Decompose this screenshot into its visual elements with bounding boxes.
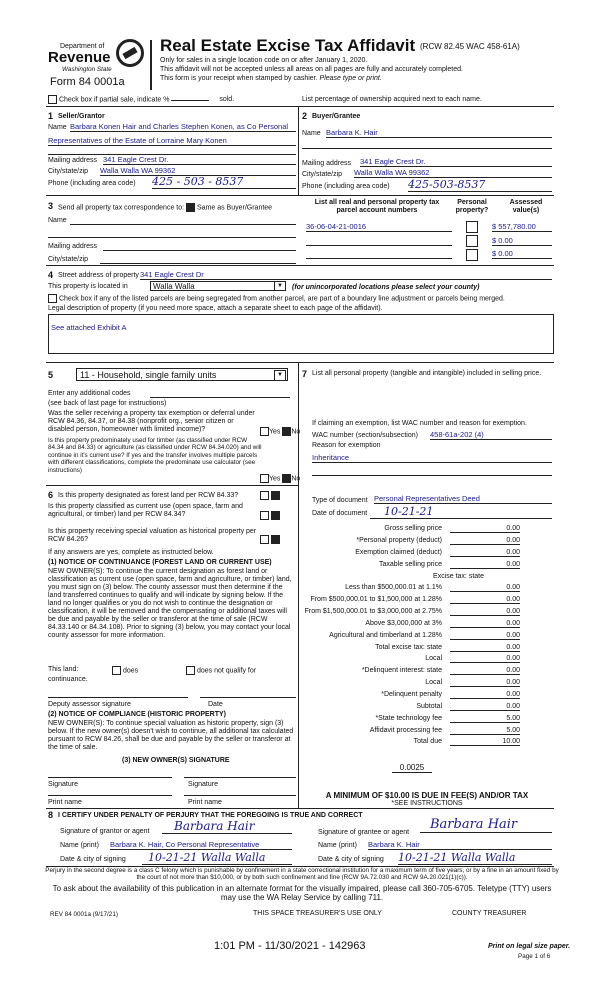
legal-paper-note: Print on legal size paper. [488, 943, 571, 950]
perjury-warning: Perjury in the second degree is a class C felony which is punishable by confinement in a state correctional institution for a maximum term of five years, or by a fine in an amount fixed by the court of not more than $10,000, or by both such confinement and fine (RCW 9A.72.030 and RCW 9A.20.021(1)(c)). [45, 867, 559, 882]
assessed-value-1[interactable]: $ 557,780.00 [492, 222, 552, 232]
see-instructions: *SEE INSTRUCTIONS [391, 800, 463, 807]
historic-no-checkbox[interactable] [271, 535, 280, 544]
deputy-signature-line[interactable] [48, 696, 188, 698]
forest-yes-no [260, 491, 280, 500]
dept-label: Department of [60, 43, 105, 50]
owner-print-line-2[interactable] [184, 794, 296, 796]
seller-name-label: Name [48, 124, 67, 131]
historic-question: Is this property receiving special valuation as historical property per RCW 84.26? [48, 528, 257, 543]
personal-col-header: Personal property? [455, 199, 489, 214]
grantor-date-city[interactable]: 10-21-21 Walla Walla [142, 851, 292, 865]
owner-signature-line-1[interactable] [48, 776, 172, 778]
notice-compliance-body: NEW OWNER(S): To continue special valuation as historic property, sign (3) below. If the new owner(s) doesn't wish to continue, all additional tax calculated pursuant to RCW 84.26, shall be due and payable by the seller or transferor at the time of sale. [48, 720, 294, 751]
seller-name-field-2[interactable]: Representatives of the Estate of Lorraine Mary Konen [48, 136, 296, 146]
forest-yes-checkbox[interactable] [260, 491, 269, 500]
owner-print-line-1[interactable] [48, 794, 172, 796]
personal-checkbox-1[interactable] [466, 221, 478, 233]
calc-label: Local [425, 679, 442, 686]
calc-value[interactable]: 5.00 [450, 727, 520, 735]
minimum-due: A MINIMUM OF $10.00 IS DUE IN FEE(S) AND/OR TAX [325, 791, 529, 800]
current-use-yes-checkbox[interactable] [260, 511, 269, 520]
exemption-yes-checkbox[interactable] [260, 427, 269, 436]
rule-vertical-mid [298, 362, 299, 808]
grantee-signature-label: Signature of grantee or agent [318, 829, 410, 836]
rule-vertical-top [298, 106, 299, 195]
assessed-value-3[interactable]: $ 0.00 [492, 249, 552, 259]
reason-field[interactable]: Inheritance [312, 453, 552, 463]
owner-print-label-1: Print name [48, 799, 82, 806]
exemption-claim-label: If claiming an exemption, list WAC number and reason for exemption. [312, 420, 527, 427]
calc-label: Above $3,000,000 at 3% [365, 620, 442, 627]
buyer-phone-label: Phone (including area code) [302, 183, 390, 190]
revision-label: REV 84 0001a (9/17/21) [50, 911, 118, 918]
calc-value[interactable]: 0.00 [450, 620, 520, 628]
grantor-name-label: Name (print) [60, 842, 99, 849]
county-treasurer-label: COUNTY TREASURER [452, 910, 527, 917]
grantee-date-city[interactable]: 10-21-21 Walla Walla [398, 851, 552, 865]
buyer-heading: Buyer/Grantee [312, 113, 361, 120]
personal-checkbox-3[interactable] [466, 249, 478, 261]
calc-value[interactable]: 0.00 [450, 632, 520, 640]
certify-heading: I CERTIFY UNDER PENALTY OF PERJURY THAT THE FOREGOING IS TRUE AND CORRECT [58, 812, 363, 819]
rule-s5 [46, 362, 554, 363]
new-owner-signature-heading: (3) NEW OWNER(S) SIGNATURE [122, 757, 230, 764]
calc-value[interactable]: 10.00 [450, 738, 520, 746]
located-label: This property is located in [48, 283, 128, 290]
current-use-question: Is this property classified as current use (open space, farm and agricultural, or timber) land per RCW 84.34? [48, 503, 243, 518]
calc-value[interactable]: 0.00 [450, 549, 520, 557]
buyer-city-field[interactable]: Walla Walla WA 99362 [354, 168, 552, 178]
seller-phone-field[interactable]: 425 - 503 - 8537 [152, 175, 296, 189]
grantee-signature[interactable]: Barbara Hair [420, 817, 552, 833]
corr-city-field[interactable] [100, 255, 296, 264]
grantee-name[interactable]: Barbara K. Hair [368, 840, 552, 850]
buyer-city-label: City/state/zip [302, 171, 343, 178]
header-divider [150, 40, 152, 90]
personal-property-label: List all personal property (tangible and intangible) included in selling price. [312, 370, 542, 377]
calc-value[interactable]: 0.00 [450, 691, 520, 699]
calc-value[interactable]: 0.00 [450, 608, 520, 616]
personal-checkbox-2[interactable] [466, 235, 478, 247]
timber-yes-checkbox[interactable] [260, 474, 269, 483]
owner-signature-line-2[interactable] [184, 776, 296, 778]
corr-mail-field[interactable] [103, 242, 296, 251]
timber-yes-no: Yes No [260, 474, 300, 483]
header-line1: Only for sales in a single location code on or after January 1, 2020. [160, 57, 368, 64]
revenue-logo-icon [116, 39, 144, 67]
same-as-buyer-checkbox[interactable] [186, 203, 195, 212]
deputy-date-line[interactable] [200, 696, 296, 698]
calc-label: Local [425, 655, 442, 662]
if-yes-instructions: If any answers are yes, complete as instructed below. [48, 549, 214, 556]
grantee-name-label: Name (print) [318, 842, 357, 849]
section6-num: 6 [48, 490, 54, 500]
calc-value[interactable]: 0.00 [450, 667, 520, 675]
section8-num: 8 [48, 810, 54, 820]
calc-label: From $500,000.01 to $1,500,000 at 1.28% [310, 596, 442, 603]
calc-value[interactable]: 0.00 [450, 679, 520, 687]
parcel-number-field-3[interactable] [306, 250, 452, 259]
grantor-name[interactable]: Barbara K. Hair, Co Personal Representative [110, 840, 292, 850]
rule-s4 [46, 265, 554, 266]
calc-label: Less than $500,000.01 at 1.1% [345, 584, 442, 591]
section3-num: 3 [48, 201, 54, 211]
form-number: Form 84 0001a [50, 76, 125, 88]
calc-label: Total excise tax: state [375, 644, 442, 651]
chevron-down-icon: ▼ [274, 370, 286, 381]
current-use-no-checkbox[interactable] [271, 511, 280, 520]
section3-row: Send all property tax correspondence to: Same as Buyer/Grantee [58, 204, 273, 212]
dept-name: Revenue [48, 49, 111, 66]
calc-label: Agricultural and timberland at 1.28% [329, 632, 442, 639]
parcel-col-header: List all real and personal property tax parcel account numbers [314, 199, 440, 214]
seller-mail-label: Mailing address [48, 157, 98, 164]
use-code-value: 11 - Household, single family units [80, 370, 217, 380]
calc-label: *State technology fee [375, 715, 442, 722]
grantor-date-label: Date & city of signing [60, 856, 126, 863]
unincorporated-note: (for unincorporated locations please select your county) [292, 284, 480, 291]
seller-name-blank[interactable] [48, 146, 296, 155]
legal-desc-value: See attached Exhibit A [51, 323, 127, 332]
calc-label: *Personal property (deduct) [356, 537, 442, 544]
assessed-col-header: Assessed value(s) [509, 199, 543, 214]
assessed-value-2[interactable]: $ 0.00 [492, 236, 552, 246]
corr-city-label: City/state/zip [48, 256, 89, 263]
legal-desc-box[interactable] [48, 314, 554, 354]
exemption-yes-no: Yes No [260, 427, 300, 436]
seller-phone-label: Phone (including area code) [48, 180, 136, 187]
use-code-select[interactable] [76, 368, 288, 381]
doc-date-field[interactable]: 10-21-21 [370, 505, 552, 519]
calc-value[interactable]: 0.00 [450, 644, 520, 652]
calc-label: Affidavit processing fee [369, 727, 442, 734]
section7-num: 7 [302, 369, 308, 379]
calc-value[interactable]: 0.00 [450, 596, 520, 604]
owner-print-label-2: Print name [188, 799, 222, 806]
county-value: Walla Walla [153, 282, 195, 291]
codes-note: (see back of last page for instructions) [48, 400, 167, 407]
legal-desc-label: Legal description of property (if you need more space, attach a separate sheet to each page of the affidavit). [48, 305, 383, 312]
seller-city-field[interactable]: Walla Walla WA 99362 [100, 166, 296, 176]
doc-date-label: Date of document [312, 510, 368, 517]
header-line2: This affidavit will not be accepted unless all areas on all pages are fully and accurately completed. [160, 66, 463, 73]
rule-footer [46, 866, 554, 867]
partial-sale-checkbox[interactable] [48, 95, 57, 104]
deputy-signature-label: Deputy assessor signature [48, 701, 131, 708]
rule-s3 [46, 195, 554, 196]
calc-label: From $1,500,000.01 to $3,000,000 at 2.75% [304, 608, 442, 615]
county-select[interactable] [150, 281, 286, 291]
calc-label: *Delinquent interest: state [361, 667, 442, 674]
timber-question: Is this property predominately used for timber (as classified under RCW 84.34 and 84.33) or agriculture (as classified under RCW 84.34.020) and will continue in it's current use? If yes and the transfer involves multiple parcels with different classifications, complete the predominate use calculator (see instructions) [48, 437, 262, 474]
does-checkbox[interactable] [112, 666, 121, 675]
does-not-row: does not qualify for [186, 666, 256, 675]
reason-label: Reason for exemption [312, 442, 381, 449]
grantor-signature[interactable]: Barbara Hair [162, 819, 292, 834]
calc-label: Subtotal [416, 703, 442, 710]
corr-mail-label: Mailing address [48, 243, 98, 250]
rule-top [46, 106, 554, 107]
buyer-phone-field[interactable]: 425-503-8537 [408, 178, 552, 192]
wac-field[interactable]: 458-61a-202 (4) [430, 430, 552, 440]
page-number: Page 1 of 6 [518, 953, 551, 960]
rule-s8 [46, 808, 554, 809]
historic-yes-checkbox[interactable] [260, 535, 269, 544]
historic-yes-no [260, 535, 280, 544]
codes-field[interactable] [150, 389, 290, 398]
treasurer-use-label: THIS SPACE TREASURER'S USE ONLY [253, 910, 382, 917]
buyer-mail-label: Mailing address [302, 160, 352, 167]
reason-field-2[interactable] [312, 467, 552, 476]
notice-compliance-heading: (2) NOTICE OF COMPLIANCE (HISTORIC PROPERTY) [48, 711, 226, 718]
owner-signature-label-2: Signature [188, 781, 218, 788]
this-land-label: This land: [48, 666, 79, 673]
notice-continuance-heading: (1) NOTICE OF CONTINUANCE (FOREST LAND OR CURRENT USE) [48, 559, 272, 566]
partial-sale-row: Check box if partial sale, indicate % sold. [48, 95, 234, 104]
owner-signature-label-1: Signature [48, 781, 78, 788]
seller-city-label: City/state/zip [48, 168, 89, 175]
deputy-date-label: Date [208, 701, 223, 708]
form-title: Real Estate Excise Tax Affidavit [160, 36, 416, 55]
does-not-checkbox[interactable] [186, 666, 195, 675]
calc-label: Taxable selling price [378, 561, 442, 568]
seller-num: 1 [48, 111, 54, 121]
title-ref: (RCW 82.45 WAC 458-61A) [420, 42, 520, 51]
street-label: Street address of property [58, 272, 139, 279]
seller-mail-field[interactable]: 341 Eagle Crest Dr. [103, 155, 296, 165]
calc-label: Gross selling price [384, 525, 442, 532]
continuance-label: continuance. [48, 676, 88, 683]
corr-name-label: Name [48, 217, 67, 224]
corr-name-field[interactable] [70, 216, 296, 225]
dept-state: Washington State [62, 66, 112, 73]
corr-name-field-2[interactable] [48, 229, 296, 238]
alt-format-note: To ask about the availability of this publication in an alternate format for the visually impaired, please call 360-705-6705. Teletype (TTY) users may use the WA Relay Service by calling 711. [52, 884, 552, 902]
local-rate: 0.0025 [392, 764, 432, 773]
list-percentage-note: List percentage of ownership acquired next to each name. [302, 96, 482, 103]
grantee-date-label: Date & city of signing [318, 856, 384, 863]
recording-stamp: 1:01 PM - 11/30/2021 - 142963 [214, 940, 366, 952]
rule-s6 [46, 485, 298, 486]
calc-value[interactable]: 0.00 [450, 584, 520, 592]
calc-value[interactable]: 0.00 [450, 561, 520, 569]
calc-value[interactable]: 0.00 [450, 537, 520, 545]
section5-num: 5 [48, 370, 54, 380]
segregated-checkbox[interactable] [48, 294, 57, 303]
chevron-down-icon: ▼ [274, 282, 285, 290]
exemption-question: Was the seller receiving a property tax exemption or deferral under RCW 84.36, 84.37, or 84.38 (nonprofit org., senior citizen or disabled person, homeowner with limited income)? [48, 410, 255, 433]
seller-heading: Seller/Grantor [58, 113, 105, 120]
buyer-name-blank[interactable] [302, 140, 552, 149]
doc-type-field[interactable]: Personal Representatives Deed [374, 494, 552, 504]
segregated-row: Check box if any of the listed parcels are being segregated from another parcel, are part of a boundary line adjustment or parcels being merged. [48, 294, 505, 303]
doc-type-label: Type of document [312, 497, 368, 504]
notice-continuance-body: NEW OWNER(S): To continue the current designation as forest land or classification as current use (open space, farm and agriculture, or timber) land, you must sign on (3) below. The county assessor must then determine if the land transferred continues to qualify and will indicate by signing below. If the land no longer qualifies or you do not wish to continue the designation or classification, it will be removed and the compensating or additional taxes will be due and payable by the seller or transferor at the time of sale (RCW 84.33.140 or 84.34.108). Prior to signing (3) below, you may contact your local county assessor for more information. [48, 568, 292, 639]
parcel-number-field-2[interactable] [306, 237, 452, 246]
calc-value[interactable]: 5.00 [450, 715, 520, 723]
street-field[interactable]: 341 Eagle Crest Dr [140, 270, 552, 280]
calc-label: *Delinquent penalty [381, 691, 442, 698]
buyer-name-label: Name [302, 130, 321, 137]
calc-value[interactable]: 0.00 [450, 525, 520, 533]
wac-label: WAC number (section/subsection) [312, 432, 418, 439]
calc-label: Total due [413, 738, 442, 745]
section4-num: 4 [48, 270, 54, 280]
current-use-yes-no [260, 511, 280, 520]
buyer-mail-field[interactable]: 341 Eagle Crest Dr. [360, 157, 552, 167]
forest-no-checkbox[interactable] [271, 491, 280, 500]
calc-label: Excise tax: state [433, 573, 484, 580]
does-row: does [112, 666, 138, 675]
forest-question: Is this property designated as forest land per RCW 84.33? [58, 492, 239, 499]
seller-name-field[interactable]: Barbara Konen Hair and Charles Stephen Konen, as Co Personal [70, 122, 296, 132]
calc-label: Exemption claimed (deduct) [355, 549, 442, 556]
header-line3: This form is your receipt when stamped by cashier. Please type or print. [160, 75, 382, 82]
codes-label: Enter any additional codes [48, 390, 131, 397]
calc-value[interactable]: 0.00 [450, 655, 520, 663]
buyer-num: 2 [302, 111, 308, 121]
buyer-name-field[interactable]: Barbara K. Hair [326, 128, 552, 138]
grantor-signature-label: Signature of grantor or agent [60, 828, 150, 835]
calc-value[interactable]: 0.00 [450, 703, 520, 711]
parcel-number-field[interactable]: 36-06-04-21-0016 [306, 222, 452, 232]
